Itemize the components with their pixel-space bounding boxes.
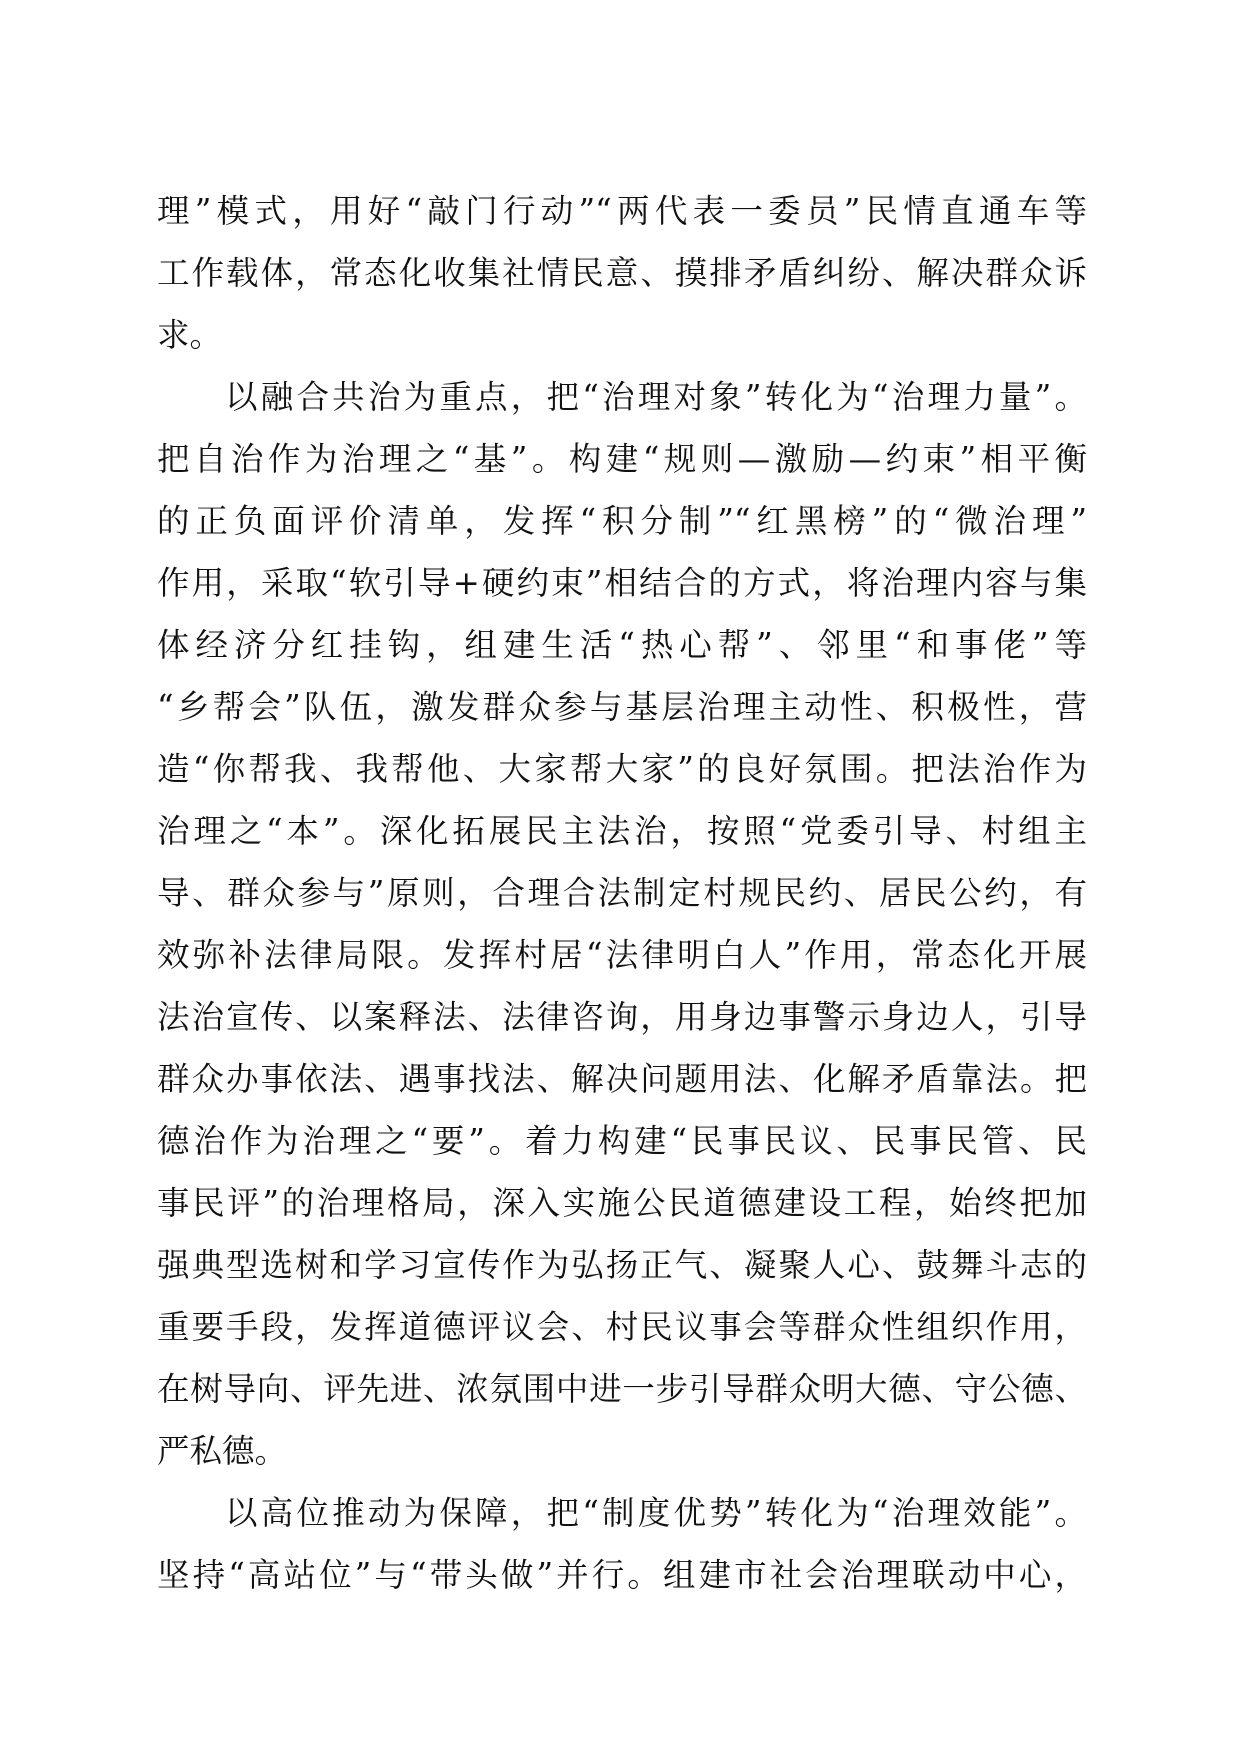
text-line: 造“你帮我、我帮他、大家帮大家”的良好氛围。把法治作为	[157, 750, 1087, 788]
text-line: 以高位推动为保障，把“制度优势”转化为“治理效能”。	[225, 1494, 1087, 1532]
text-line: 重要手段，发挥道德评议会、村民议事会等群众性组织作用，	[157, 1308, 1087, 1346]
paragraph-2	[157, 366, 1087, 1482]
text-line: 效弥补法律局限。发挥村居“法律明白人”作用，常态化开展	[157, 936, 1087, 974]
text-line: 理”模式，用好“敲门行动”“两代表一委员”民情直通车等	[157, 192, 1087, 230]
text-line: 把自治作为治理之“基”。构建“规则—激励—约束”相平衡	[157, 440, 1087, 478]
text-line: 强典型选树和学习宣传作为弘扬正气、凝聚人心、鼓舞斗志的	[157, 1246, 1087, 1284]
text-line: 法治宣传、以案释法、法律咨询，用身边事警示身边人，引导	[157, 998, 1087, 1036]
text-line: 事民评”的治理格局，深入实施公民道德建设工程，始终把加	[157, 1184, 1087, 1222]
text-line: 工作载体，常态化收集社情民意、摸排矛盾纠纷、解决群众诉	[157, 254, 1087, 292]
text-line: 群众办事依法、遇事找法、解决问题用法、化解矛盾靠法。把	[157, 1060, 1087, 1098]
text-line: 在树导向、评先进、浓氛围中进一步引导群众明大德、守公德、	[157, 1370, 1087, 1408]
paragraph-1	[157, 180, 1087, 366]
paragraph-3	[157, 1482, 1087, 1606]
text-line: “乡帮会”队伍，激发群众参与基层治理主动性、积极性，营	[157, 688, 1087, 726]
text-line: 治理之“本”。深化拓展民主法治，按照“党委引导、村组主	[157, 812, 1087, 850]
text-line: 坚持“高站位”与“带头做”并行。组建市社会治理联动中心，	[157, 1556, 1087, 1594]
text-line: 的正负面评价清单，发挥“积分制”“红黑榜”的“微治理”	[157, 502, 1087, 540]
text-line: 作用，采取“软引导+硬约束”相结合的方式，将治理内容与集	[157, 564, 1087, 602]
text-line: 德治作为治理之“要”。着力构建“民事民议、民事民管、民	[157, 1122, 1087, 1160]
text-line: 求。	[157, 316, 223, 354]
text-line: 导、群众参与”原则，合理合法制定村规民约、居民公约，有	[157, 874, 1087, 912]
body-text	[157, 180, 1087, 1606]
text-line: 体经济分红挂钩，组建生活“热心帮”、邻里“和事佬”等	[157, 626, 1087, 664]
text-line: 严私德。	[157, 1432, 288, 1470]
text-line: 以融合共治为重点，把“治理对象”转化为“治理力量”。	[225, 378, 1087, 416]
